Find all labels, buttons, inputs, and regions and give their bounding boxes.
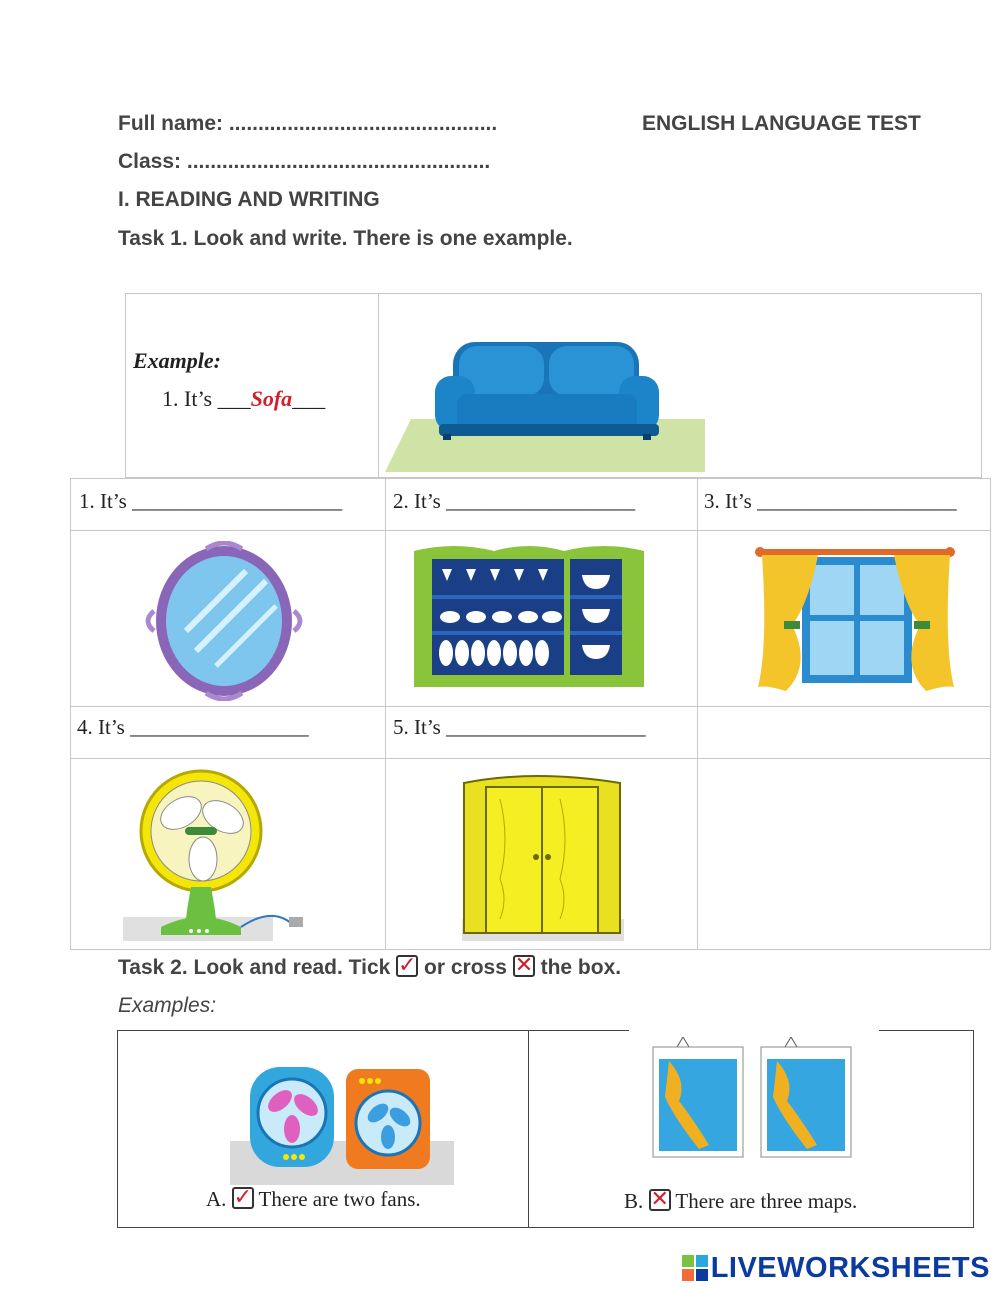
example-prefix: 1. It’s ___ — [162, 386, 251, 411]
item-4-label-cell — [70, 706, 386, 759]
wardrobe-image — [460, 769, 630, 949]
example-image-cell — [378, 293, 982, 478]
examples-label: Examples: — [118, 994, 217, 1017]
task2-title-mid: or cross — [424, 956, 507, 979]
cupboard-image — [410, 541, 650, 691]
fans-image — [228, 1061, 458, 1191]
empty-label-cell — [697, 706, 991, 759]
item-5-label-cell — [385, 706, 698, 759]
task2-heading — [118, 955, 621, 980]
item-4-label: 4. It’s _________________ — [77, 715, 309, 739]
item-2-label-cell — [385, 478, 698, 531]
example-a-text: There are two fans. — [258, 1187, 421, 1211]
item-1-image-cell — [70, 530, 386, 707]
task1-heading: Task 1. Look and write. There is one example. — [118, 227, 573, 250]
mirror-image — [126, 541, 326, 701]
logo-text: LIVEWORKSHEETS — [710, 1252, 990, 1284]
example-a-sentence — [206, 1187, 421, 1212]
example-b-cell — [528, 1030, 974, 1228]
task2-title-pre: Task 2. Look and read. Tick — [118, 956, 391, 979]
example-b-text: There are three maps. — [675, 1189, 858, 1213]
item-3-image-cell — [697, 530, 991, 707]
example-suffix: ___ — [292, 386, 326, 411]
item-3-label: 3. It’s ___________________ — [704, 489, 957, 513]
test-title: ENGLISH LANGUAGE TEST — [642, 112, 921, 135]
example-b-cross-icon: ✕ — [650, 1187, 669, 1212]
empty-image-cell — [697, 758, 991, 950]
example-a-cell — [117, 1030, 529, 1228]
fan-image — [121, 767, 381, 947]
tick-box-icon: ✓ — [398, 953, 417, 978]
section-heading: I. READING AND WRITING — [118, 188, 380, 211]
maps-image — [649, 1037, 859, 1167]
item-2-image-cell — [385, 530, 698, 707]
example-b-prefix: B. — [624, 1189, 644, 1213]
item-3-label-cell — [697, 478, 991, 531]
cross-box-icon: ✕ — [514, 953, 534, 978]
example-a-tick-icon: ✓ — [233, 1185, 253, 1210]
item-2-label: 2. It’s __________________ — [393, 489, 636, 513]
sofa-image — [383, 294, 713, 474]
task2-title-post: the box. — [540, 956, 622, 979]
example-text-cell — [125, 293, 379, 478]
full-name-line: Full name: .............................................. — [118, 112, 498, 135]
example-sentence — [162, 386, 325, 412]
example-heading: Example: — [133, 348, 221, 373]
class-line: Class: .................................................... — [118, 150, 491, 173]
window-curtains-image — [754, 543, 964, 693]
item-5-image-cell — [385, 758, 698, 950]
example-answer: Sofa — [250, 386, 293, 411]
item-4-image-cell — [70, 758, 386, 950]
example-b-sentence — [624, 1189, 857, 1214]
item-1-label-cell — [70, 478, 386, 531]
item-1-label: 1. It’s ____________________ — [79, 489, 343, 513]
liveworksheets-logo[interactable] — [682, 1252, 990, 1285]
example-a-prefix: A. — [206, 1187, 227, 1211]
liveworksheets-logo-icon — [682, 1255, 708, 1281]
item-5-label: 5. It’s ___________________ — [393, 715, 646, 739]
